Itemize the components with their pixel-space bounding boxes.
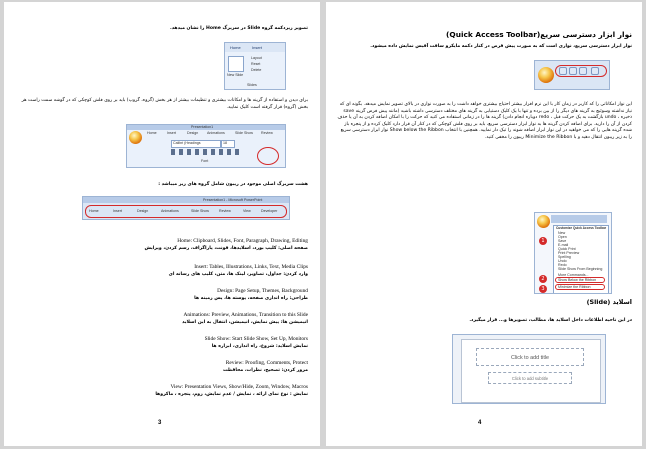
page-number: 4 <box>478 420 482 426</box>
page-number: 3 <box>158 420 162 426</box>
menu-item-show-below: Show Below the Ribbon <box>558 278 597 282</box>
tab-home: Home <box>89 209 99 213</box>
menu-item-save: Save <box>558 239 567 243</box>
qat-intro: نوار ابزار دسترسی سریع، نواری است که به صورت پیش فرض در کنار دکمه مایکرو سافت آفیس نمایش داده میشود. <box>370 44 632 49</box>
tab-group-animations-fa: انیمیشن ها: پیش نمایش، انیمیشن، انتقال به این اسلاید <box>182 320 308 325</box>
tab-group-slideshow-en: Slide Show: Start Slide Show, Set Up, Monitors <box>204 336 308 342</box>
menu-item-undo: Undo <box>558 259 567 263</box>
customize-qat-screenshot <box>534 212 612 294</box>
customize-menu <box>553 225 609 294</box>
menu-item-new: New <box>558 231 566 235</box>
new-slide-icon <box>228 56 244 72</box>
slide-heading: اسلاید (Slide) <box>586 298 632 306</box>
tab-group-design-en: Design: Page Setup, Themes, Background <box>217 288 308 294</box>
badge-3: 3 <box>539 285 547 293</box>
tab-animations: Animations <box>161 209 179 213</box>
tab-group-view-fa: نمایش : نوع نمای ارائه ، نمایش / عدم نمایش، زوم، پنجره ، ماکروها <box>155 392 308 397</box>
office-button-icon <box>537 215 550 228</box>
slide-screenshot <box>452 334 606 404</box>
menu-item-open: Open <box>558 235 567 239</box>
tab-group-slideshow-fa: نمایش اسلاید: شروع، راه اندازی، ابزاره ها <box>211 344 308 349</box>
tab-insert: Insert <box>252 45 263 50</box>
tab-slideshow: Slide Show <box>191 209 209 213</box>
tab-animations: Animations <box>207 131 225 135</box>
window-title: Presentation1 - Microsoft PowerPoint <box>203 198 263 202</box>
font-group-screenshot <box>126 124 286 168</box>
title-placeholder: Click to add title <box>476 348 584 366</box>
ribbon-tabs-screenshot <box>82 196 290 220</box>
qat-screenshot <box>534 60 610 90</box>
font-group-label: Font <box>201 159 209 163</box>
tab-group-insert-en: Insert: Tables, Illustrations, Links, Text, Media Clips <box>194 264 308 270</box>
menu-title: Customize Quick Access Toolbar <box>556 226 607 230</box>
menu-item-more-commands: More Commands... <box>558 273 589 277</box>
menu-item-quick-print: Quick Print <box>558 247 576 251</box>
tab-insert: Insert <box>167 131 176 135</box>
customize-arrow-icon <box>591 67 599 75</box>
badge-2: 2 <box>539 275 547 283</box>
dialog-launcher-highlight <box>257 147 279 165</box>
menu-item-email: E-mail <box>558 243 569 247</box>
redo-icon <box>579 67 587 75</box>
window-title: Presentation1 <box>191 125 214 129</box>
slides-group-label: Slides <box>247 83 257 87</box>
font-name-value: Calibri (Headings <box>173 141 201 145</box>
tab-group-review-en: Review: Proofing, Comments, Protect <box>225 360 308 366</box>
tab-view: View <box>243 209 251 213</box>
slide-canvas <box>461 339 601 403</box>
format-buttons <box>171 149 241 155</box>
qat-heading: نوار ابزار دسترسی سریع(Quick Access Toolbar) <box>446 30 632 39</box>
tab-review: Review <box>219 209 231 213</box>
tab-group-home-fa: صفحه اصلی: کلیپ بورد، اسلایدها، فونت، پاراگراف، رسم کردن، ویرایش <box>144 246 308 251</box>
tab-home: Home <box>147 131 157 135</box>
tab-group-view-en: View: Presentation Views, Show/Hide, Zoom, Window, Macros <box>170 384 308 390</box>
tabs-heading: هشت سربرگ اصلی موجود در ریبون شامل گروه های زیر میباشد : <box>158 182 308 187</box>
tab-insert: Insert <box>113 209 122 213</box>
slides-group-screenshot <box>224 42 286 90</box>
tab-design: Design <box>137 209 149 213</box>
page-3 <box>4 2 320 446</box>
tab-group-insert-fa: وارد کردن: جداول، تصاویر، لینک ها، متن، کلیپ های رسانه ای <box>168 272 308 277</box>
tab-home: Home <box>230 45 241 50</box>
tab-slideshow: Slide Show <box>235 131 253 135</box>
tab-group-home-en: Home: Clipboard, Slides, Font, Paragraph, Drawing, Editing <box>177 238 308 244</box>
menu-item-spelling: Spelling <box>558 255 571 259</box>
menu-item-slide-show: Slide Show From Beginning <box>558 267 603 271</box>
page-4 <box>326 2 642 446</box>
undo-icon <box>569 67 577 75</box>
dialog-launcher-paragraph: برای دیدن و استفاده از گزینه ها و امکانات بیشتری و تنظیمات بیشتر از هر بخش (گروه، گروپ) باید بر روی فلش کوچکی که در گوشه سمت راست هر بخش (گروه) قرار گرفته است کلیک نمایید. <box>21 98 308 110</box>
slide-intro: در این ناحیه اطلاعات داخل اسلاید ها، مطالب، تصویرها و... قرار میگیرد. <box>469 318 632 323</box>
font-name-box <box>171 140 221 148</box>
font-size-box <box>221 140 235 148</box>
office-button-icon <box>129 131 142 144</box>
layout-label: Layout <box>251 56 262 60</box>
new-slide-label: New Slide <box>227 73 244 77</box>
tab-group-animations-en: Animations: Preview, Animations, Transition to this Slide <box>183 312 308 318</box>
tab-group-design-fa: طراحی: راه اندازی صفحه، پوسته ها، پس زمینه ها <box>194 296 308 301</box>
save-icon <box>559 67 567 75</box>
menu-item-minimize: Minimize the Ribbon <box>558 285 591 289</box>
badge-1: 1 <box>539 237 547 245</box>
delete-label: Delete <box>251 68 262 72</box>
tab-group-review-fa: مرور کردن: تصحیح، نظرات، محافظت <box>223 368 308 373</box>
tab-review: Review <box>261 131 273 135</box>
font-size-value: 18 <box>223 141 227 145</box>
reset-label: Reset <box>251 62 261 66</box>
tab-design: Design <box>187 131 199 135</box>
menu-item-redo: Redo <box>558 263 567 267</box>
slides-group-intro: تصویر زیردکمه گروه Slide در سربرگ Home را نشان میدهد. <box>169 26 308 31</box>
subtitle-placeholder: Click to add subtitle <box>488 372 572 384</box>
menu-item-print-preview: Print Preview <box>558 251 580 255</box>
tab-developer: Developer <box>261 209 278 213</box>
qat-body-paragraph: این نوار امکاناتی را که کاربر در زمان کار با این نرم افزار بیشتر احتیاج بیشتری خواهد داشت را به صورت نواری در بالای تصویر نمایش میدهد. بگونه ای که نیاز نداشته وسوئیچ به گزینه های دیگر را از بین برده و تنها با یک کلیک دستیابی به گزینه های مختلف دسترسی داشته باشید (مانند پیش فرض گزینه save ذخیره ، undo بازگشت به یک حرکت قبل ، redo دوباره انجام دادن) گزینه ها را در زمانی استفاده می کنید که حرکت را با امکان اضافه کردن به آن یا حذف کردن از آن را دارید. برای اضافه کردن گزینه ها به نوار ابزار دسترسی سریع، باید بر روی فلش کوچکی که در کنار آن قرار دارد کلیک کرده و از پنجره باز شده گزینه هایی را که می خواهید در این نوار ابزار اضافه شوند را تیک دار نمایید. همچنین با انتخاب Show below the Ribbon نوار ابزار دسترسی سریع را به زیر ریبون انتقال دهید و با Minimize the Ribbon ریبون را مخفی کنید. <box>337 102 632 140</box>
office-button-icon <box>538 67 554 83</box>
